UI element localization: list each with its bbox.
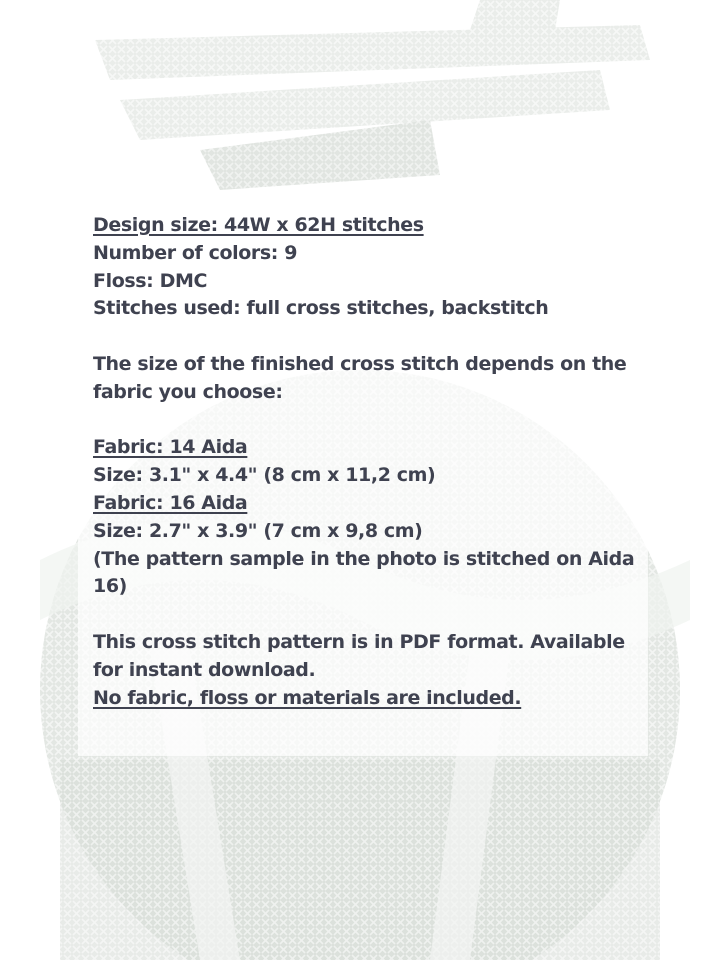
pattern-description bbox=[93, 212, 653, 712]
materials-disclaimer: No fabric, floss or materials are included. bbox=[93, 686, 522, 709]
fabric-16-aida-label: Fabric: 16 Aida bbox=[93, 491, 248, 514]
fabric-16-aida-size: Size: 2.7" x 3.9" (7 cm x 9,8 cm) bbox=[93, 519, 423, 542]
format-line-2: for instant download. bbox=[93, 658, 316, 681]
fabric-14-aida-size: Size: 3.1" x 4.4" (8 cm x 11,2 cm) bbox=[93, 464, 436, 487]
sample-note-line-2: 16) bbox=[93, 575, 127, 598]
fabric-intro-line-2: fabric you choose: bbox=[93, 380, 283, 403]
fabric-intro-line-1: The size of the finished cross stitch depends on the bbox=[93, 352, 627, 375]
number-of-colors: Number of colors: 9 bbox=[93, 241, 298, 264]
stitches-used: Stitches used: full cross stitches, backstitch bbox=[93, 297, 549, 320]
floss-brand: Floss: DMC bbox=[93, 269, 207, 292]
format-line-1: This cross stitch pattern is in PDF format. Available bbox=[93, 630, 625, 653]
pine-branch-motif bbox=[95, 0, 650, 190]
fabric-14-aida-label: Fabric: 14 Aida bbox=[93, 436, 248, 459]
design-size: Design size: 44W x 62H stitches bbox=[93, 214, 424, 236]
sample-note-line-1: (The pattern sample in the photo is stitched on Aida bbox=[93, 547, 635, 570]
